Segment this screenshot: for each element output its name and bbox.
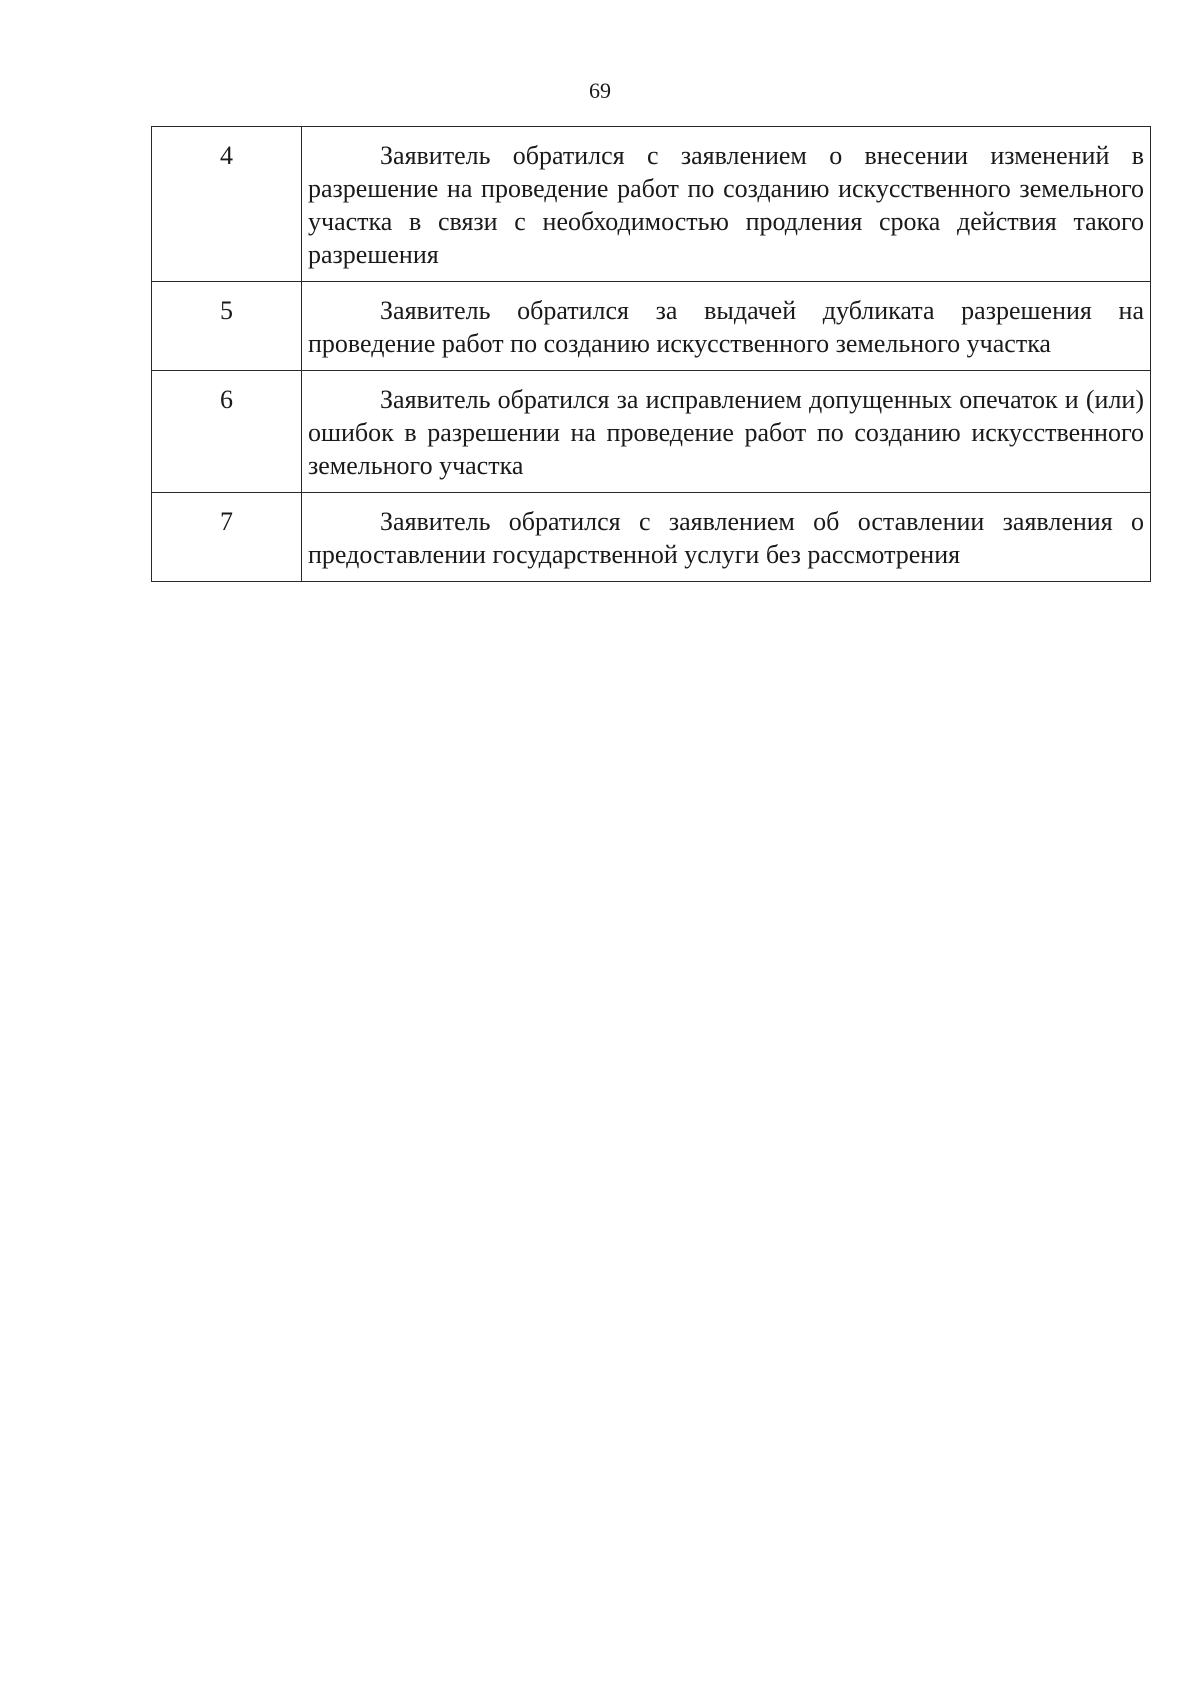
row-number: 5 [152,282,302,371]
row-text: Заявитель обратился за выдачей дубликата разрешения на проведение работ по созданию искусственного земельного участка [302,282,1151,371]
table-row [152,127,1151,282]
table-row [152,282,1151,371]
table-row [152,371,1151,493]
row-text: Заявитель обратился за исправлением допущенных опечаток и (или) ошибок в разрешении на проведение работ по созданию искусственного земельного участка [302,371,1151,493]
conditions-table [151,126,1151,582]
table-row [152,493,1151,582]
page-number: 69 [589,78,611,103]
row-number: 6 [152,371,302,493]
row-text: Заявитель обратился с заявлением о внесении изменений в разрешение на проведение работ по созданию искусственного земельного участка в связи с необходимостью продления срока действия такого разрешения [302,127,1151,282]
row-text: Заявитель обратился с заявлением об оставлении заявления о предоставлении государственной услуги без рассмотрения [302,493,1151,582]
row-number: 7 [152,493,302,582]
row-number: 4 [152,127,302,282]
